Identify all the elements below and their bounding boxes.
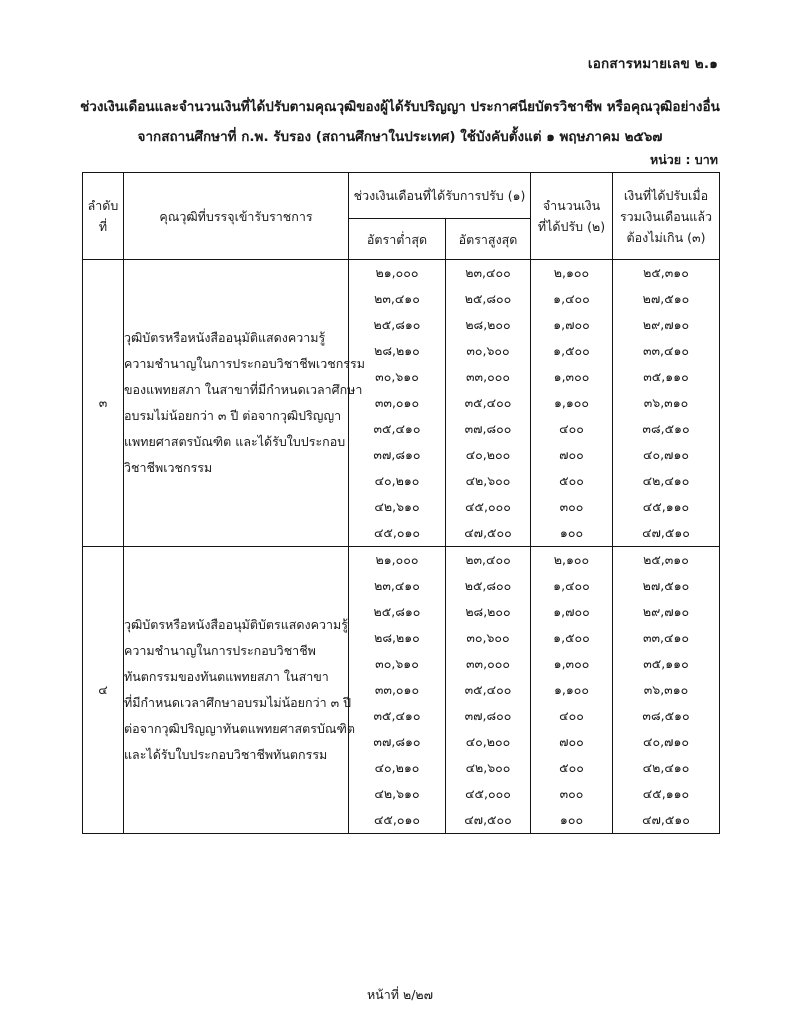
cell-max-rate bbox=[446, 547, 531, 834]
value-line: ๗๐๐ bbox=[559, 734, 584, 749]
value-line: ๓๓,๐๐๐ bbox=[466, 369, 510, 384]
value-line: ๒๙,๗๑๐ bbox=[642, 604, 690, 619]
value-line: ๔๒,๔๑๐ bbox=[642, 473, 690, 488]
qualification-line: แพทยศาสตรบัณฑิต และได้รับใบประกอบ bbox=[124, 434, 346, 449]
value-line: ๔๕,๐๐๐ bbox=[465, 499, 511, 514]
value-line: ๒๕,๘๐๐ bbox=[464, 578, 512, 593]
value-line: ๔๕,๑๑๐ bbox=[642, 499, 690, 514]
value-line: ๔๐,๗๑๐ bbox=[642, 734, 690, 749]
value-line: ๒๘,๒๐๐ bbox=[465, 317, 511, 332]
value-line: ๒๗,๕๑๐ bbox=[642, 578, 690, 593]
value-line: ๓๕,๑๑๐ bbox=[643, 656, 689, 671]
value-line: ๓๓,๐๐๐ bbox=[466, 656, 510, 671]
page-title bbox=[0, 92, 800, 152]
value-line: ๓๕,๔๑๐ bbox=[373, 421, 421, 436]
value-line: ๔๒,๖๑๐ bbox=[374, 786, 420, 801]
salary-table bbox=[82, 172, 720, 834]
cell-sequence: ๓ bbox=[83, 260, 124, 547]
qualification-line: ของแพทยสภา ในสาขาที่มีกำหนดเวลาศึกษา bbox=[124, 382, 363, 397]
value-line: ๓๐,๖๑๐ bbox=[375, 656, 419, 671]
header-amount-line1: จำนวนเงิน bbox=[542, 198, 601, 213]
value-line: ๑,๓๐๐ bbox=[553, 656, 590, 671]
value-line: ๑,๕๐๐ bbox=[553, 343, 590, 358]
value-line: ๓๐,๖๐๐ bbox=[466, 343, 510, 358]
value-line: ๔๒,๖๑๐ bbox=[374, 499, 420, 514]
salary-table-container bbox=[82, 172, 719, 834]
value-line: ๔๐,๒๑๐ bbox=[374, 760, 420, 775]
header-qualification: คุณวุฒิที่บรรจุเข้ารับราชการ bbox=[124, 173, 349, 260]
table-row bbox=[83, 260, 720, 547]
value-line: ๒๕,๘๑๐ bbox=[373, 317, 421, 332]
value-line: ๒,๑๐๐ bbox=[553, 265, 590, 280]
cell-sequence: ๔ bbox=[83, 547, 124, 834]
value-line: ๓๗,๘๑๐ bbox=[373, 447, 421, 462]
page-footer: หน้าที่ ๒/๒๗ bbox=[366, 987, 434, 1002]
value-line: ๔๒,๖๐๐ bbox=[465, 760, 511, 775]
qualification-line: วิชาชีพเวชกรรม bbox=[124, 460, 213, 475]
qualification-line: วุฒิบัตรหรือหนังสืออนุมัติบัตรแสดงความรู้ bbox=[124, 617, 348, 632]
value-line: ๑,๑๐๐ bbox=[553, 395, 590, 410]
value-line: ๑๐๐ bbox=[559, 525, 584, 540]
value-line: ๔๐,๒๑๐ bbox=[374, 473, 420, 488]
value-line: ๑,๗๐๐ bbox=[553, 604, 590, 619]
value-line: ๒๕,๘๑๐ bbox=[373, 604, 421, 619]
value-line: ๑๐๐ bbox=[559, 812, 584, 827]
header-row-top bbox=[83, 173, 720, 219]
table-header bbox=[83, 173, 720, 260]
cell-adjustment-amount bbox=[531, 547, 613, 834]
value-line: ๓๓,๐๑๐ bbox=[374, 682, 420, 697]
value-line: ๑,๑๐๐ bbox=[553, 682, 590, 697]
header-total-cap bbox=[613, 173, 720, 260]
value-line: ๔๒,๖๐๐ bbox=[465, 473, 511, 488]
value-line: ๒๓,๔๐๐ bbox=[465, 552, 511, 567]
value-line: ๓๓,๔๑๐ bbox=[642, 630, 690, 645]
value-line: ๔๕,๐๑๐ bbox=[373, 812, 421, 827]
value-line: ๑,๔๐๐ bbox=[553, 578, 590, 593]
value-line: ๒๗,๕๑๐ bbox=[642, 291, 690, 306]
value-line: ๑,๕๐๐ bbox=[553, 630, 590, 645]
header-sequence-line2: ที่ bbox=[98, 219, 108, 234]
value-line: ๓๐๐ bbox=[559, 499, 584, 514]
value-line: ๑,๗๐๐ bbox=[553, 317, 590, 332]
value-line: ๒๕,๓๑๐ bbox=[643, 265, 689, 280]
value-line: ๒๘,๒๐๐ bbox=[465, 604, 511, 619]
value-line: ๔๗,๕๑๐ bbox=[642, 525, 690, 540]
cell-max-rate bbox=[446, 260, 531, 547]
qualification-line: อบรมไม่น้อยกว่า ๓ ปี ต่อจากวุฒิปริญญา bbox=[124, 408, 342, 423]
header-total-line1: เงินที่ได้ปรับเมื่อ bbox=[623, 187, 709, 203]
cell-total-cap bbox=[613, 547, 720, 834]
value-line: ๔๐,๒๐๐ bbox=[465, 734, 511, 749]
value-line: ๒๓,๔๑๐ bbox=[374, 291, 420, 306]
qualification-line: และได้รับใบประกอบวิชาชีพทันตกรรม bbox=[124, 747, 328, 762]
value-line: ๓๐,๖๑๐ bbox=[375, 369, 419, 384]
value-line: ๓๕,๔๑๐ bbox=[373, 708, 421, 723]
cell-qualification bbox=[124, 547, 356, 834]
value-line: ๔๗,๕๐๐ bbox=[464, 525, 512, 540]
header-amount-line2: ที่ได้ปรับ (๒) bbox=[537, 219, 606, 234]
header-max-rate: อัตราสูงสุด bbox=[446, 219, 531, 260]
value-line: ๓๕,๑๑๐ bbox=[643, 369, 689, 384]
header-sequence-line1: ลำดับ bbox=[87, 198, 119, 213]
cell-qualification bbox=[124, 260, 365, 547]
value-line: ๗๐๐ bbox=[559, 447, 584, 462]
value-line: ๔๐๐ bbox=[559, 421, 584, 436]
qualification-line: ความชำนาญในการประกอบวิชาชีพ bbox=[124, 643, 316, 658]
value-line: ๔๐๐ bbox=[559, 708, 584, 723]
value-line: ๓๓,๐๑๐ bbox=[374, 395, 420, 410]
value-line: ๓๖,๓๑๐ bbox=[643, 682, 689, 697]
header-min-rate: อัตราต่ำสุด bbox=[349, 219, 446, 260]
qualification-line: ต่อจากวุฒิปริญญาทันตแพทยศาสตรบัณฑิต bbox=[124, 721, 356, 736]
cell-min-rate bbox=[349, 260, 446, 547]
value-line: ๓๖,๓๑๐ bbox=[643, 395, 689, 410]
table-body bbox=[83, 260, 720, 834]
value-line: ๒๘,๒๑๐ bbox=[374, 630, 420, 645]
value-line: ๒๑,๐๐๐ bbox=[375, 552, 419, 567]
header-sequence bbox=[83, 173, 124, 260]
value-line: ๒๙,๗๑๐ bbox=[642, 317, 690, 332]
value-line: ๒๑,๐๐๐ bbox=[375, 265, 419, 280]
value-line: ๒๕,๓๑๐ bbox=[643, 552, 689, 567]
value-line: ๑,๔๐๐ bbox=[553, 291, 590, 306]
qualification-line: ทันตกรรมของทันตแพทยสภา ในสาขา bbox=[124, 669, 329, 684]
title-line-1: ช่วงเงินเดือนและจำนวนเงินที่ได้ปรับตามคุณวุฒิของผู้ได้รับปริญญา ประกาศนียบัตรวิชาชีพ หรือคุณวุฒิอย่างอื่น bbox=[80, 99, 720, 115]
value-line: ๓๐,๖๐๐ bbox=[466, 630, 510, 645]
value-line: ๒,๑๐๐ bbox=[553, 552, 590, 567]
value-line: ๑,๓๐๐ bbox=[553, 369, 590, 384]
value-line: ๔๗,๕๑๐ bbox=[642, 812, 690, 827]
value-line: ๔๒,๔๑๐ bbox=[642, 760, 690, 775]
table-row bbox=[83, 547, 720, 834]
value-line: ๓๓,๔๑๐ bbox=[642, 343, 690, 358]
value-line: ๓๘,๕๑๐ bbox=[642, 421, 690, 436]
value-line: ๒๓,๔๑๐ bbox=[374, 578, 420, 593]
header-total-line2: รวมเงินเดือนแล้ว bbox=[619, 208, 713, 224]
title-line-2: จากสถานศึกษาที่ ก.พ. รับรอง (สถานศึกษาในประเทศ) ใช้บังคับตั้งแต่ ๑ พฤษภาคม ๒๕๖๗ bbox=[137, 129, 663, 145]
value-line: ๔๕,๑๑๐ bbox=[642, 786, 690, 801]
qualification-line: ความชำนาญในการประกอบวิชาชีพเวชกรรม bbox=[124, 356, 365, 371]
value-line: ๔๐,๗๑๐ bbox=[642, 447, 690, 462]
value-line: ๓๕,๔๐๐ bbox=[464, 395, 512, 410]
document-number: เอกสารหมายเลข ๒.๑ bbox=[587, 56, 718, 72]
value-line: ๓๗,๘๐๐ bbox=[464, 421, 512, 436]
header-adjustment-amount bbox=[531, 173, 613, 260]
value-line: ๕๐๐ bbox=[559, 760, 584, 775]
value-line: ๔๕,๐๐๐ bbox=[465, 786, 511, 801]
value-line: ๓๐๐ bbox=[559, 786, 584, 801]
value-line: ๔๕,๐๑๐ bbox=[373, 525, 421, 540]
header-salary-range-group: ช่วงเงินเดือนที่ได้รับการปรับ (๑) bbox=[349, 173, 531, 219]
value-line: ๒๓,๔๐๐ bbox=[465, 265, 511, 280]
cell-total-cap bbox=[613, 260, 720, 547]
value-line: ๔๐,๒๐๐ bbox=[465, 447, 511, 462]
value-line: ๒๕,๘๐๐ bbox=[464, 291, 512, 306]
cell-min-rate bbox=[349, 547, 446, 834]
cell-adjustment-amount bbox=[531, 260, 613, 547]
value-line: ๓๗,๘๑๐ bbox=[373, 734, 421, 749]
value-line: ๕๐๐ bbox=[559, 473, 584, 488]
qualification-line: ที่มีกำหนดเวลาศึกษาอบรมไม่น้อยกว่า ๓ ปี bbox=[124, 695, 352, 710]
qualification-line: วุฒิบัตรหรือหนังสืออนุมัติแสดงความรู้ bbox=[124, 330, 326, 345]
value-line: ๓๕,๔๐๐ bbox=[464, 682, 512, 697]
header-total-line3: ต้องไม่เกิน (๓) bbox=[626, 229, 706, 245]
value-line: ๔๗,๕๐๐ bbox=[464, 812, 512, 827]
unit-label: หน่วย : บาท bbox=[649, 152, 718, 167]
value-line: ๓๗,๘๐๐ bbox=[464, 708, 512, 723]
value-line: ๓๘,๕๑๐ bbox=[642, 708, 690, 723]
value-line: ๒๘,๒๑๐ bbox=[374, 343, 420, 358]
